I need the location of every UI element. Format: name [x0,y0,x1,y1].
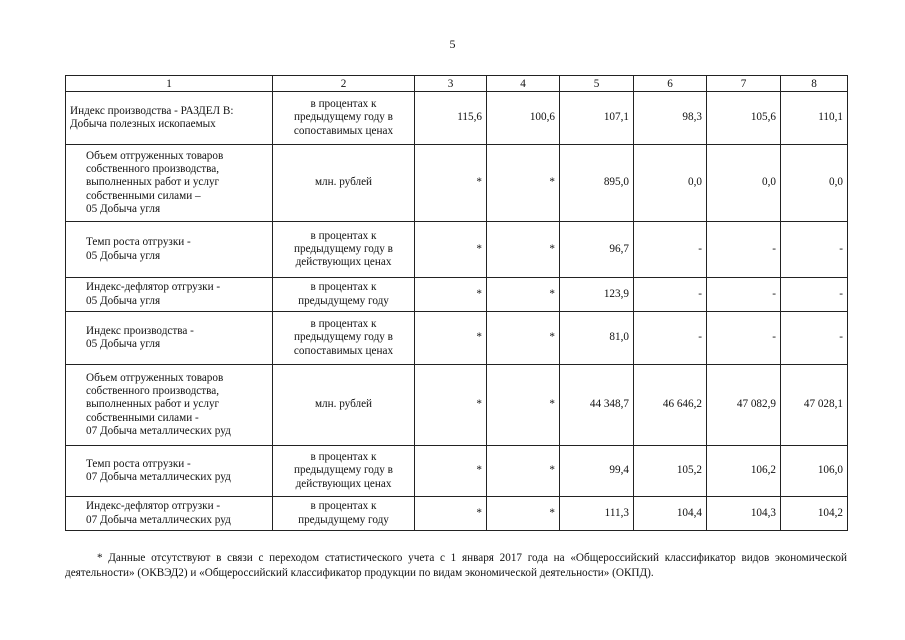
unit-cell [273,222,415,278]
value-cell: - [634,278,707,312]
indicator-name-line: Индекс производства - РАЗДЕЛ В: [70,104,234,117]
unit-line: в процентах к [310,229,377,242]
value-cell: * [415,222,487,278]
value-cell: 105,6 [707,92,781,145]
value-cell: * [487,497,560,531]
indicator-name-cell [66,278,273,312]
value-cell: - [781,222,848,278]
value-cell: 44 348,7 [560,365,634,446]
column-header: 6 [634,76,707,92]
value-cell: - [781,312,848,365]
indicator-name-line: Объем отгруженных товаров [86,149,224,162]
unit-line: млн. рублей [314,398,373,411]
indicator-name-cell [66,145,273,222]
footnote: * Данные отсутствуют в связи с переходом статистического учета с 1 января 2017 года на «Общероссийский классификатор видов экономической деятельности» (ОКВЭД2) и «Общероссийский классификатор продукции по видам экономической деятельности» (ОКПД). [65,552,847,579]
value-cell: 106,2 [707,446,781,497]
table-row [66,365,848,446]
value-cell: - [707,222,781,278]
indicator-name-line: собственного производства, [86,385,220,398]
header-row [66,76,848,92]
value-cell: * [487,145,560,222]
table-row [66,278,848,312]
unit-line: предыдущему году в [294,331,393,344]
value-cell: 0,0 [707,145,781,222]
unit-cell [273,497,415,531]
unit-line: предыдущему году [298,294,389,307]
indicator-name-cell [66,497,273,531]
statistics-table [65,75,848,531]
indicator-name-line: выполненных работ и услуг [86,398,220,411]
table-row [66,222,848,278]
unit-line: сопоставимых ценах [293,344,394,357]
unit-cell [273,446,415,497]
column-header: 1 [66,76,273,92]
unit-line: предыдущему году в [294,111,393,124]
value-cell: 81,0 [560,312,634,365]
column-header: 8 [781,76,848,92]
unit-cell [273,278,415,312]
value-cell: 104,4 [634,497,707,531]
column-header: 3 [415,76,487,92]
unit-cell [273,92,415,145]
column-header: 2 [273,76,415,92]
value-cell: * [487,446,560,497]
indicator-name-line: 07 Добыча металлических руд [86,471,231,483]
indicator-name-line: 05 Добыча угля [86,294,161,307]
indicator-name-line: 07 Добыча металлических руд [86,424,231,437]
table-row [66,446,848,497]
table-row [66,145,848,222]
value-cell: 107,1 [560,92,634,145]
value-cell: - [707,278,781,312]
column-header: 7 [707,76,781,92]
value-cell: * [487,312,560,365]
value-cell: 123,9 [560,278,634,312]
indicator-name-cell [66,222,273,278]
value-cell: 0,0 [634,145,707,222]
indicator-name-line: собственного производства, [86,163,220,176]
value-cell: * [487,365,560,446]
value-cell: * [487,278,560,312]
page-number: 5 [449,37,456,51]
unit-line: действующих ценах [295,477,392,490]
indicator-name-line: Темп роста отгрузки - [86,236,191,249]
value-cell: * [415,145,487,222]
value-cell: 110,1 [781,92,848,145]
unit-line: в процентах к [310,500,377,513]
value-cell: - [634,222,707,278]
value-cell: - [781,278,848,312]
value-cell: * [415,497,487,531]
indicator-name-line: 05 Добыча угля [86,338,161,350]
indicator-name-cell [66,92,273,145]
value-cell: 99,4 [560,446,634,497]
indicator-name-line: Объем отгруженных товаров [86,371,224,384]
unit-line: предыдущему году [298,513,389,526]
indicator-name-line: 05 Добыча угля [86,202,161,215]
value-cell: - [707,312,781,365]
table-body [66,76,848,531]
unit-line: в процентах к [310,281,377,294]
table-row [66,92,848,145]
column-header: 4 [487,76,560,92]
value-cell: * [487,222,560,278]
unit-line: действующих ценах [295,256,392,269]
unit-cell [273,365,415,446]
value-cell: 98,3 [634,92,707,145]
unit-line: предыдущему году в [294,464,393,477]
unit-line: сопоставимых ценах [293,124,394,137]
table-row [66,312,848,365]
column-header: 5 [560,76,634,92]
value-cell: 105,2 [634,446,707,497]
indicator-name-line: собственными силами - [86,411,199,424]
value-cell: 104,2 [781,497,848,531]
indicator-name-cell [66,312,273,365]
indicator-name-line: выполненных работ и услуг [86,176,220,189]
value-cell: 111,3 [560,497,634,531]
value-cell: - [634,312,707,365]
indicator-name-line: Индекс-дефлятор отгрузки - [86,500,221,513]
indicator-name-line: 07 Добыча металлических руд [86,513,231,526]
value-cell: 96,7 [560,222,634,278]
unit-line: в процентах к [310,98,377,111]
indicator-name-line: 05 Добыча угля [86,249,161,262]
value-cell: 0,0 [781,145,848,222]
value-cell: 115,6 [415,92,487,145]
indicator-name-line: Добыча полезных ископаемых [70,118,216,130]
indicator-name-line: Индекс-дефлятор отгрузки - [86,281,221,294]
indicator-name-line: Индекс производства - [86,324,194,337]
indicator-name-cell [66,446,273,497]
value-cell: * [415,278,487,312]
value-cell: * [415,312,487,365]
indicator-name-line: Темп роста отгрузки - [86,457,191,470]
value-cell: 100,6 [487,92,560,145]
indicator-name-line: собственными силами – [86,189,201,202]
value-cell: 104,3 [707,497,781,531]
value-cell: 895,0 [560,145,634,222]
value-cell: 106,0 [781,446,848,497]
value-cell: * [415,446,487,497]
value-cell: 47 082,9 [707,365,781,446]
value-cell: 47 028,1 [781,365,848,446]
unit-cell [273,312,415,365]
table-row [66,497,848,531]
unit-line: предыдущему году в [294,242,393,255]
unit-line: в процентах к [310,318,377,331]
unit-line: в процентах к [310,451,377,464]
value-cell: * [415,365,487,446]
unit-line: млн. рублей [314,176,373,189]
indicator-name-cell [66,365,273,446]
value-cell: 46 646,2 [634,365,707,446]
unit-cell [273,145,415,222]
